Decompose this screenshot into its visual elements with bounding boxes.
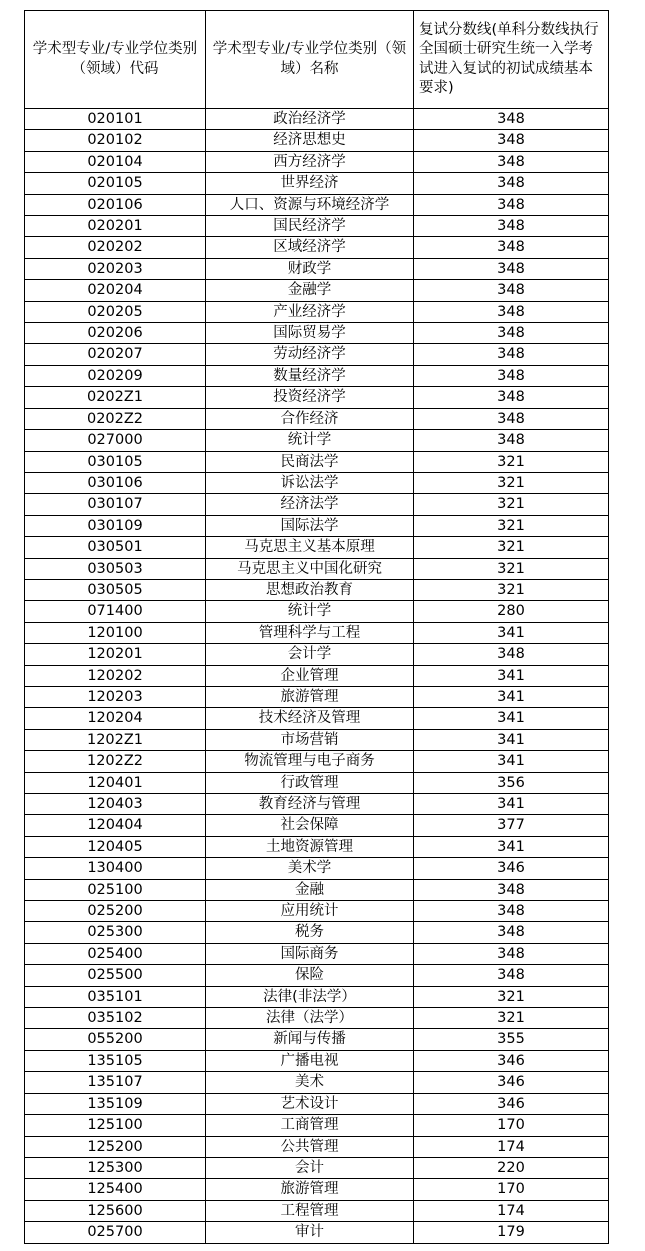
cell-score: 348	[414, 194, 609, 215]
cell-code: 0202Z1	[25, 387, 206, 408]
cell-score: 348	[414, 408, 609, 429]
cell-score: 341	[414, 622, 609, 643]
cell-name: 马克思主义中国化研究	[206, 558, 414, 579]
cell-score: 321	[414, 472, 609, 493]
table-row	[25, 280, 609, 301]
table-row	[25, 1050, 609, 1071]
cell-code: 135107	[25, 1072, 206, 1093]
table-row	[25, 644, 609, 665]
table-row	[25, 922, 609, 943]
cell-name: 合作经济	[206, 408, 414, 429]
cell-name: 经济法学	[206, 494, 414, 515]
cell-score: 321	[414, 1008, 609, 1029]
cell-name: 区域经济学	[206, 237, 414, 258]
cell-name: 市场营销	[206, 729, 414, 750]
table-row	[25, 430, 609, 451]
table-row	[25, 451, 609, 472]
table-row	[25, 943, 609, 964]
cell-name: 艺术设计	[206, 1093, 414, 1114]
table-row	[25, 901, 609, 922]
cell-name: 旅游管理	[206, 1179, 414, 1200]
cell-name: 数量经济学	[206, 365, 414, 386]
cell-score: 348	[414, 216, 609, 237]
cell-code: 020104	[25, 151, 206, 172]
cell-score: 348	[414, 965, 609, 986]
cell-code: 025700	[25, 1222, 206, 1243]
cell-score: 341	[414, 794, 609, 815]
cell-score: 348	[414, 430, 609, 451]
cell-score: 348	[414, 901, 609, 922]
cell-score: 355	[414, 1029, 609, 1050]
score-table	[24, 10, 609, 1244]
cell-score: 170	[414, 1115, 609, 1136]
cell-score: 348	[414, 258, 609, 279]
table-row	[25, 151, 609, 172]
table-row	[25, 1157, 609, 1178]
cell-code: 120203	[25, 686, 206, 707]
cell-score: 321	[414, 537, 609, 558]
cell-name: 劳动经济学	[206, 344, 414, 365]
cell-score: 356	[414, 772, 609, 793]
cell-score: 341	[414, 665, 609, 686]
cell-score: 174	[414, 1136, 609, 1157]
cell-score: 346	[414, 1050, 609, 1071]
cell-name: 公共管理	[206, 1136, 414, 1157]
cell-score: 348	[414, 301, 609, 322]
cell-name: 财政学	[206, 258, 414, 279]
cell-name: 保险	[206, 965, 414, 986]
cell-code: 020101	[25, 109, 206, 130]
table-row	[25, 1115, 609, 1136]
cell-score: 321	[414, 451, 609, 472]
cell-code: 020201	[25, 216, 206, 237]
cell-code: 071400	[25, 601, 206, 622]
cell-name: 法律（法学）	[206, 1008, 414, 1029]
cell-name: 民商法学	[206, 451, 414, 472]
cell-name: 法律(非法学）	[206, 986, 414, 1007]
cell-name: 国际商务	[206, 943, 414, 964]
cell-code: 120204	[25, 708, 206, 729]
table-row	[25, 1072, 609, 1093]
table-row	[25, 858, 609, 879]
table-row	[25, 515, 609, 536]
table-row	[25, 965, 609, 986]
table-row	[25, 216, 609, 237]
cell-score: 348	[414, 151, 609, 172]
cell-code: 030106	[25, 472, 206, 493]
cell-score: 321	[414, 579, 609, 600]
cell-score: 346	[414, 1072, 609, 1093]
cell-name: 管理科学与工程	[206, 622, 414, 643]
cell-name: 诉讼法学	[206, 472, 414, 493]
cell-code: 020203	[25, 258, 206, 279]
cell-code: 020202	[25, 237, 206, 258]
table-row	[25, 729, 609, 750]
cell-score: 321	[414, 494, 609, 515]
cell-name: 国际法学	[206, 515, 414, 536]
cell-name: 会计学	[206, 644, 414, 665]
cell-code: 125100	[25, 1115, 206, 1136]
cell-code: 020204	[25, 280, 206, 301]
cell-code: 120404	[25, 815, 206, 836]
cell-name: 广播电视	[206, 1050, 414, 1071]
cell-name: 工商管理	[206, 1115, 414, 1136]
cell-name: 政治经济学	[206, 109, 414, 130]
table-row	[25, 130, 609, 151]
cell-code: 120202	[25, 665, 206, 686]
cell-code: 135109	[25, 1093, 206, 1114]
cell-score: 348	[414, 109, 609, 130]
cell-score: 346	[414, 1093, 609, 1114]
cell-code: 030105	[25, 451, 206, 472]
cell-code: 020205	[25, 301, 206, 322]
cell-code: 020209	[25, 365, 206, 386]
cell-code: 027000	[25, 430, 206, 451]
cell-code: 020207	[25, 344, 206, 365]
cell-score: 348	[414, 644, 609, 665]
cell-code: 125300	[25, 1157, 206, 1178]
cell-score: 348	[414, 323, 609, 344]
cell-code: 1202Z2	[25, 751, 206, 772]
table-row	[25, 1136, 609, 1157]
cell-name: 美术学	[206, 858, 414, 879]
table-row	[25, 1029, 609, 1050]
table-row	[25, 237, 609, 258]
table-row	[25, 751, 609, 772]
cell-code: 030501	[25, 537, 206, 558]
table-body	[25, 109, 609, 1244]
cell-code: 120401	[25, 772, 206, 793]
table-row	[25, 301, 609, 322]
cell-name: 思想政治教育	[206, 579, 414, 600]
cell-name: 税务	[206, 922, 414, 943]
cell-code: 020105	[25, 173, 206, 194]
table-row	[25, 387, 609, 408]
table-row	[25, 579, 609, 600]
cell-score: 348	[414, 387, 609, 408]
table-row	[25, 1200, 609, 1221]
cell-code: 125400	[25, 1179, 206, 1200]
cell-score: 348	[414, 130, 609, 151]
cell-score: 280	[414, 601, 609, 622]
cell-code: 120403	[25, 794, 206, 815]
cell-score: 348	[414, 237, 609, 258]
cell-code: 1202Z1	[25, 729, 206, 750]
table-row	[25, 815, 609, 836]
table-row	[25, 323, 609, 344]
table-row	[25, 365, 609, 386]
table-row	[25, 472, 609, 493]
cell-name: 经济思想史	[206, 130, 414, 151]
cell-name: 投资经济学	[206, 387, 414, 408]
cell-code: 025500	[25, 965, 206, 986]
cell-code: 135105	[25, 1050, 206, 1071]
cell-score: 348	[414, 344, 609, 365]
table-row	[25, 558, 609, 579]
cell-code: 020102	[25, 130, 206, 151]
cell-name: 统计学	[206, 601, 414, 622]
cell-score: 220	[414, 1157, 609, 1178]
table-row	[25, 665, 609, 686]
cell-code: 035101	[25, 986, 206, 1007]
cell-name: 世界经济	[206, 173, 414, 194]
table-row	[25, 1093, 609, 1114]
cell-name: 企业管理	[206, 665, 414, 686]
cell-name: 物流管理与电子商务	[206, 751, 414, 772]
table-row	[25, 194, 609, 215]
cell-name: 工程管理	[206, 1200, 414, 1221]
cell-name: 旅游管理	[206, 686, 414, 707]
cell-code: 025200	[25, 901, 206, 922]
cell-score: 348	[414, 879, 609, 900]
cell-code: 025400	[25, 943, 206, 964]
cell-code: 120201	[25, 644, 206, 665]
cell-name: 金融学	[206, 280, 414, 301]
table-row	[25, 173, 609, 194]
cell-score: 348	[414, 922, 609, 943]
cell-code: 120100	[25, 622, 206, 643]
cell-name: 国际贸易学	[206, 323, 414, 344]
table-row	[25, 836, 609, 857]
cell-score: 348	[414, 280, 609, 301]
table-row	[25, 537, 609, 558]
cell-code: 125200	[25, 1136, 206, 1157]
cell-score: 348	[414, 173, 609, 194]
cell-name: 新闻与传播	[206, 1029, 414, 1050]
cell-code: 055200	[25, 1029, 206, 1050]
cell-name: 审计	[206, 1222, 414, 1243]
cell-name: 马克思主义基本原理	[206, 537, 414, 558]
table-row	[25, 794, 609, 815]
cell-score: 377	[414, 815, 609, 836]
table-row	[25, 1008, 609, 1029]
cell-code: 035102	[25, 1008, 206, 1029]
cell-name: 会计	[206, 1157, 414, 1178]
cell-name: 人口、资源与环境经济学	[206, 194, 414, 215]
cell-score: 321	[414, 986, 609, 1007]
header-score: 复试分数线(单科分数线执行全国硕士研究生统一入学考试进入复试的初试成绩基本要求)	[414, 11, 609, 109]
cell-score: 341	[414, 708, 609, 729]
cell-score: 346	[414, 858, 609, 879]
cell-name: 应用统计	[206, 901, 414, 922]
table-row	[25, 1179, 609, 1200]
cell-score: 341	[414, 836, 609, 857]
cell-code: 020206	[25, 323, 206, 344]
cell-name: 统计学	[206, 430, 414, 451]
cell-code: 030503	[25, 558, 206, 579]
header-code: 学术型专业/专业学位类别（领域）代码	[25, 11, 206, 109]
table-row	[25, 708, 609, 729]
cell-score: 341	[414, 686, 609, 707]
cell-code: 025100	[25, 879, 206, 900]
cell-code: 130400	[25, 858, 206, 879]
cell-code: 030109	[25, 515, 206, 536]
cell-name: 土地资源管理	[206, 836, 414, 857]
cell-name: 教育经济与管理	[206, 794, 414, 815]
cell-score: 321	[414, 515, 609, 536]
cell-code: 025300	[25, 922, 206, 943]
cell-score: 341	[414, 751, 609, 772]
cell-score: 348	[414, 943, 609, 964]
table-row	[25, 1222, 609, 1243]
cell-score: 174	[414, 1200, 609, 1221]
cell-code: 0202Z2	[25, 408, 206, 429]
table-row	[25, 622, 609, 643]
cell-code: 030107	[25, 494, 206, 515]
cell-code: 020106	[25, 194, 206, 215]
header-row	[25, 11, 609, 109]
cell-code: 120405	[25, 836, 206, 857]
table-row	[25, 601, 609, 622]
table-header	[25, 11, 609, 109]
cell-name: 社会保障	[206, 815, 414, 836]
cell-name: 产业经济学	[206, 301, 414, 322]
table-row	[25, 686, 609, 707]
table-row	[25, 494, 609, 515]
table-row	[25, 986, 609, 1007]
table-row	[25, 772, 609, 793]
table-row	[25, 109, 609, 130]
cell-name: 技术经济及管理	[206, 708, 414, 729]
header-name: 学术型专业/专业学位类别（领域）名称	[206, 11, 414, 109]
table-row	[25, 258, 609, 279]
cell-code: 125600	[25, 1200, 206, 1221]
cell-name: 美术	[206, 1072, 414, 1093]
cell-score: 341	[414, 729, 609, 750]
cell-score: 321	[414, 558, 609, 579]
cell-score: 179	[414, 1222, 609, 1243]
table-row	[25, 879, 609, 900]
cell-name: 国民经济学	[206, 216, 414, 237]
table-row	[25, 344, 609, 365]
cell-name: 行政管理	[206, 772, 414, 793]
cell-name: 金融	[206, 879, 414, 900]
cell-name: 西方经济学	[206, 151, 414, 172]
table-row	[25, 408, 609, 429]
cell-code: 030505	[25, 579, 206, 600]
cell-score: 170	[414, 1179, 609, 1200]
cell-score: 348	[414, 365, 609, 386]
